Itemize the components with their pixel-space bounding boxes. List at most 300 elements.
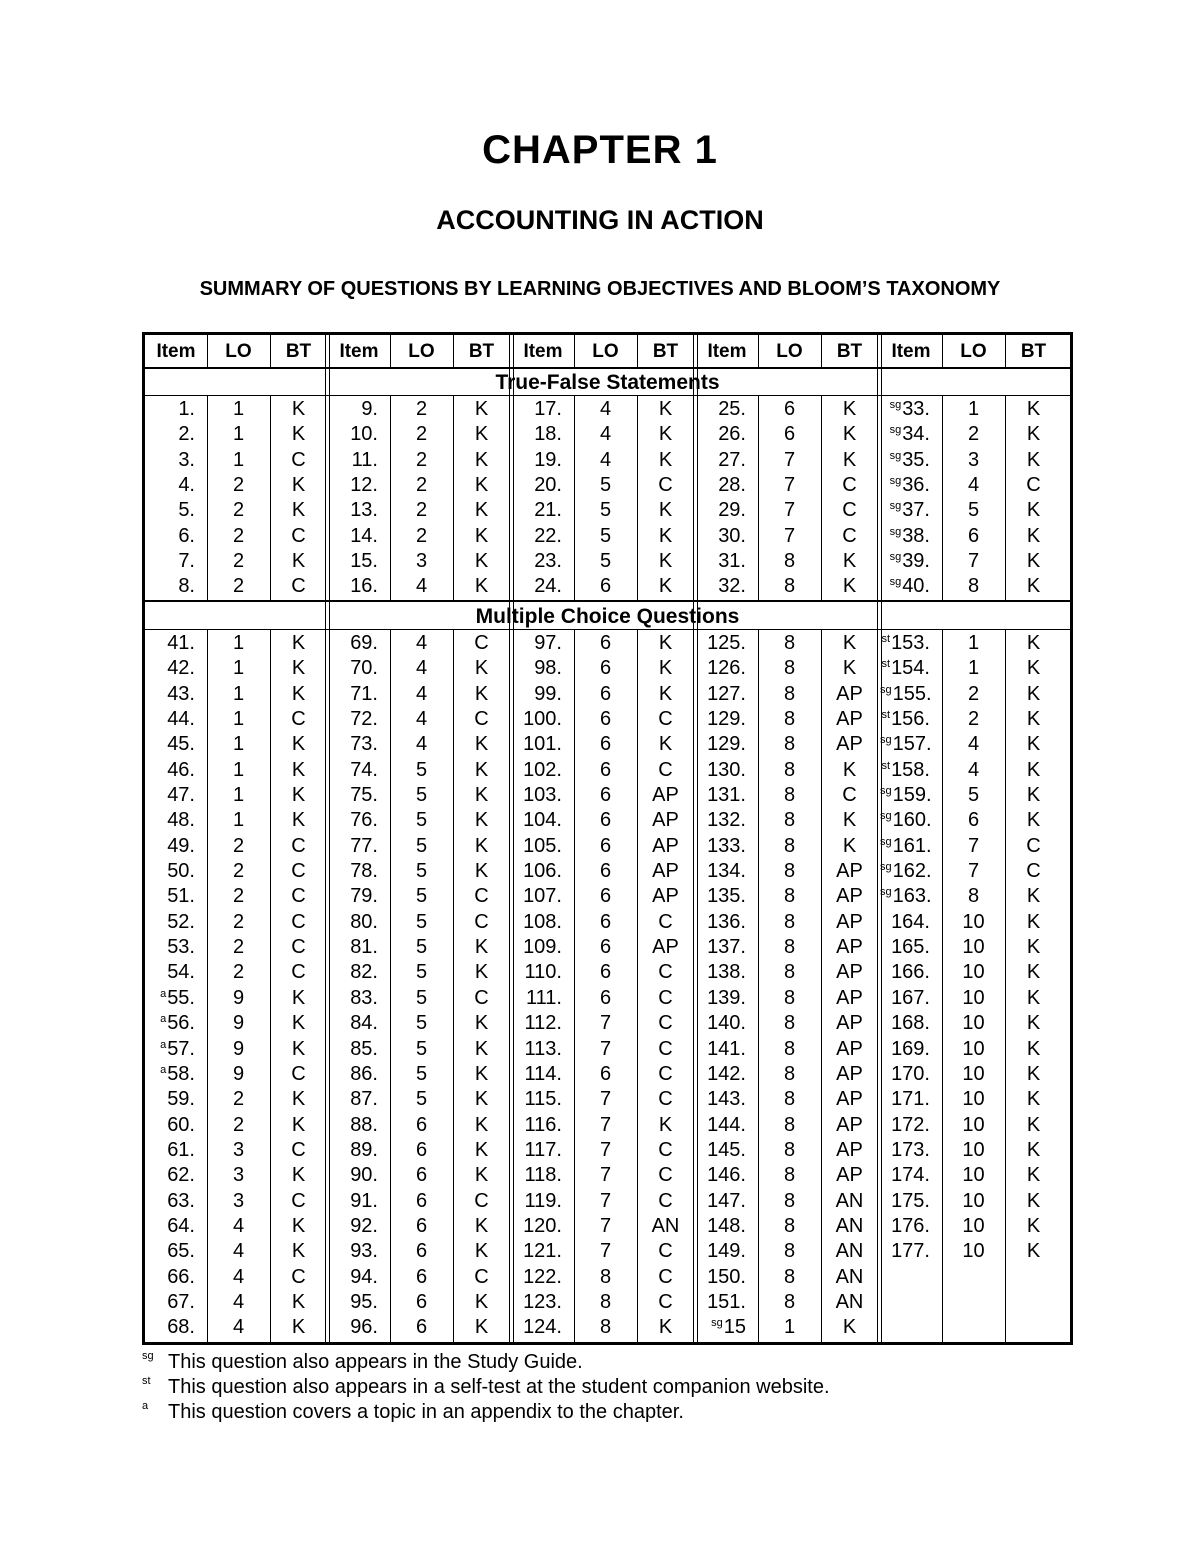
learning-objective: 4: [232, 1240, 245, 1263]
learning-objective: 8: [783, 1062, 796, 1085]
blooms-taxonomy: K: [658, 632, 673, 654]
blooms-taxonomy: K: [658, 423, 673, 446]
blooms-taxonomy: C: [658, 474, 673, 497]
column-rule: [390, 335, 391, 367]
item-number-text: 7.: [178, 550, 195, 573]
column-rule: [390, 396, 391, 600]
item-number: [512, 783, 562, 808]
item-number-text: 149.: [707, 1240, 746, 1263]
blooms-taxonomy: C: [658, 986, 673, 1009]
blooms-taxonomy: C: [658, 1265, 673, 1288]
item-number: [880, 707, 930, 732]
item-number: [512, 422, 562, 447]
learning-objective: 4: [232, 1290, 245, 1313]
multiple-choice-body: [145, 631, 1070, 1341]
chapter-subtitle: ACCOUNTING IN ACTION: [436, 205, 764, 235]
item-number: [145, 1138, 195, 1163]
blooms-taxonomy: K: [474, 936, 489, 959]
item-number-text: 99.: [534, 682, 562, 705]
table-row: [145, 910, 1070, 935]
blooms-taxonomy: C: [658, 1189, 673, 1212]
item-number: [512, 574, 562, 599]
blooms-taxonomy: AP: [652, 885, 679, 908]
item-number-text: 176.: [891, 1214, 930, 1237]
item-number: [512, 986, 562, 1011]
item-number: [145, 935, 195, 960]
column-rule: [942, 630, 943, 1342]
item-number-text: 105.: [523, 834, 562, 857]
learning-objective: 6: [415, 1214, 428, 1237]
item-number-text: 85.: [350, 1037, 378, 1060]
footnote-mark: sg: [880, 810, 892, 823]
learning-objective: 8: [783, 733, 796, 756]
learning-objective: 3: [415, 550, 428, 573]
learning-objective: 4: [415, 632, 428, 654]
learning-objective: 8: [783, 961, 796, 984]
item-number: [328, 758, 378, 783]
item-number: [696, 448, 746, 473]
column-rule: [453, 630, 454, 1342]
footnote-mark: sg: [889, 424, 902, 437]
learning-objective: 1: [232, 423, 245, 446]
item-number: [145, 960, 195, 985]
learning-objective: 2: [232, 524, 245, 547]
item-number: [696, 656, 746, 681]
item-number-text: 162.: [892, 860, 932, 883]
learning-objective: 8: [783, 758, 796, 781]
column-rule: [942, 335, 943, 367]
item-number-text: 77.: [350, 834, 378, 857]
column-rule: [758, 335, 759, 367]
column-header-item: Item: [523, 341, 563, 362]
learning-objective: 8: [599, 1316, 612, 1339]
item-number-text: 134.: [707, 860, 746, 883]
item-number: [328, 935, 378, 960]
blooms-taxonomy: C: [291, 834, 306, 857]
learning-objective: 2: [232, 550, 245, 573]
footnote-mark: sg: [889, 500, 902, 513]
blooms-taxonomy: AP: [836, 708, 863, 731]
item-number: [145, 783, 195, 808]
learning-objective: 4: [415, 708, 428, 731]
learning-objective: 5: [415, 1012, 428, 1035]
item-number-text: 118.: [524, 1164, 562, 1187]
column-rule: [758, 396, 759, 600]
learning-objective: 4: [415, 682, 428, 705]
item-number-text: 76.: [350, 809, 378, 832]
item-number-text: 60.: [167, 1113, 195, 1136]
learning-objective: 3: [232, 1189, 245, 1212]
table-row: [145, 732, 1070, 757]
blooms-taxonomy: K: [658, 448, 673, 471]
footnote-text: This question also appears in a self-test at the student companion website.: [168, 1376, 830, 1398]
item-number: [696, 884, 746, 909]
footnote-mark: sg: [711, 1317, 723, 1330]
item-number: [512, 682, 562, 707]
item-number: [512, 884, 562, 909]
table-row: [145, 758, 1070, 783]
learning-objective: 6: [599, 860, 612, 883]
blooms-taxonomy: K: [1026, 809, 1041, 832]
blooms-taxonomy: K: [291, 1214, 306, 1237]
blooms-taxonomy: K: [474, 834, 489, 857]
blooms-taxonomy: K: [658, 682, 673, 705]
item-number: [880, 986, 930, 1011]
item-number: [880, 935, 930, 960]
item-number-text: 26.: [718, 423, 746, 446]
item-number: [880, 732, 930, 757]
item-number-text: 68.: [167, 1316, 195, 1339]
item-number-text: 151.: [707, 1290, 746, 1313]
item-number: [512, 1189, 562, 1214]
learning-objective: 7: [599, 1214, 612, 1237]
learning-objective: 8: [599, 1290, 612, 1313]
learning-objective: 8: [783, 708, 796, 731]
learning-objective: 4: [599, 398, 612, 420]
item-number-text: 136.: [707, 910, 746, 933]
column-rule: [453, 396, 454, 600]
item-number-text: 49.: [167, 834, 195, 857]
item-number-text: 125.: [707, 632, 746, 654]
item-number: [696, 960, 746, 985]
blooms-taxonomy: K: [1026, 708, 1041, 731]
item-number: [696, 986, 746, 1011]
learning-objective: 6: [599, 986, 612, 1009]
column-rule: [1005, 396, 1006, 600]
item-number: [145, 473, 195, 498]
learning-objective: 8: [783, 682, 796, 705]
item-number: [328, 1214, 378, 1239]
item-number: [328, 808, 378, 833]
learning-objective: 6: [415, 1113, 428, 1136]
item-number-text: 143.: [707, 1088, 746, 1111]
item-number: [696, 1315, 746, 1340]
item-number-text: 165.: [891, 936, 930, 959]
learning-objective: 5: [415, 1088, 428, 1111]
learning-objective: 10: [962, 1113, 985, 1136]
table-row: [145, 1062, 1070, 1087]
learning-objective: 6: [599, 575, 612, 598]
item-number: [328, 473, 378, 498]
learning-objective: 2: [415, 423, 428, 446]
item-number-text: 170.: [891, 1062, 930, 1085]
blooms-taxonomy: K: [1026, 986, 1041, 1009]
learning-objective: 6: [599, 632, 612, 654]
learning-objective: 6: [415, 1189, 428, 1212]
table-row: [145, 935, 1070, 960]
learning-objective: 4: [232, 1214, 245, 1237]
item-number: [512, 935, 562, 960]
footnote-text: This question covers a topic in an appendix to the chapter.: [168, 1401, 684, 1423]
item-number: [328, 1290, 378, 1315]
item-number: [696, 1265, 746, 1290]
blooms-taxonomy: K: [658, 657, 673, 680]
item-number: [696, 1214, 746, 1239]
blooms-taxonomy: K: [474, 961, 489, 984]
item-number: [880, 859, 930, 884]
item-number: [328, 682, 378, 707]
blooms-taxonomy: C: [658, 1062, 673, 1085]
item-number-text: 35.: [902, 448, 930, 471]
column-rule: [574, 630, 575, 1342]
item-number: [880, 910, 930, 935]
learning-objective: 8: [783, 986, 796, 1009]
footnote-mark: sg: [889, 399, 902, 411]
learning-objective: 5: [415, 784, 428, 807]
table-row: [145, 422, 1070, 447]
learning-objective: 6: [599, 910, 612, 933]
item-number: [880, 656, 930, 681]
column-rule: [821, 335, 822, 367]
item-number-text: 75.: [350, 784, 378, 807]
item-number-text: 44.: [167, 708, 195, 731]
learning-objective: 7: [967, 834, 980, 857]
learning-objective: 10: [962, 1062, 985, 1085]
questions-table: [142, 332, 1073, 1345]
item-number: [880, 682, 930, 707]
table-row: [145, 397, 1070, 422]
blooms-taxonomy: C: [291, 885, 306, 908]
learning-objective: 10: [962, 1088, 985, 1111]
blooms-taxonomy: K: [1026, 733, 1041, 756]
item-number-text: 15: [723, 1316, 746, 1339]
footnote-mark: st: [881, 633, 891, 645]
blooms-taxonomy: AN: [651, 1214, 680, 1237]
item-number: [880, 1011, 930, 1036]
blooms-taxonomy: K: [1026, 657, 1041, 680]
learning-objective: 6: [599, 809, 612, 832]
learning-objective: 5: [415, 885, 428, 908]
blooms-taxonomy: K: [474, 474, 489, 497]
item-number-text: 56.: [167, 1012, 195, 1035]
learning-objective: 6: [415, 1240, 428, 1263]
footnote-mark: sg: [889, 576, 902, 589]
blooms-taxonomy: C: [474, 1189, 489, 1212]
learning-objective: 4: [967, 758, 980, 781]
table-row: [145, 1189, 1070, 1214]
item-number-text: 158.: [891, 758, 930, 781]
item-number-text: 160.: [892, 809, 932, 832]
item-number: [880, 960, 930, 985]
item-number: [880, 524, 930, 549]
learning-objective: 6: [599, 784, 612, 807]
item-number-text: 132.: [707, 809, 746, 832]
column-rule: [207, 396, 208, 600]
blooms-taxonomy: K: [1026, 910, 1041, 933]
item-number: [696, 1113, 746, 1138]
item-number: [328, 1138, 378, 1163]
blooms-taxonomy: K: [474, 1037, 489, 1060]
learning-objective: 6: [599, 657, 612, 680]
item-number: [696, 1037, 746, 1062]
item-number-text: 9.: [361, 398, 378, 420]
blooms-taxonomy: C: [658, 1037, 673, 1060]
blooms-taxonomy: K: [291, 682, 306, 705]
blooms-taxonomy: K: [1026, 784, 1041, 807]
blooms-taxonomy: AP: [836, 986, 863, 1009]
learning-objective: 1: [232, 398, 245, 420]
item-number: [880, 1214, 930, 1239]
item-number: [145, 986, 195, 1011]
item-number: [328, 1011, 378, 1036]
item-number: [512, 1290, 562, 1315]
summary-heading: SUMMARY OF QUESTIONS BY LEARNING OBJECTIVES AND BLOOM’S TAXONOMY: [199, 278, 1001, 300]
blooms-taxonomy: AP: [652, 784, 679, 807]
learning-objective: 8: [783, 1189, 796, 1212]
blooms-taxonomy: K: [474, 423, 489, 446]
item-number: [328, 1062, 378, 1087]
item-number-text: 138.: [707, 961, 746, 984]
learning-objective: 4: [599, 448, 612, 471]
item-number: [512, 1163, 562, 1188]
learning-objective: 8: [783, 1240, 796, 1263]
blooms-taxonomy: C: [291, 1189, 306, 1212]
item-number: [145, 1315, 195, 1340]
item-number-text: 84.: [350, 1012, 378, 1035]
learning-objective: 2: [415, 398, 428, 420]
blooms-taxonomy: C: [291, 1138, 306, 1161]
learning-objective: 6: [599, 885, 612, 908]
item-number-text: 17.: [534, 398, 562, 420]
item-number: [145, 1239, 195, 1264]
item-number: [512, 960, 562, 985]
blooms-taxonomy: K: [1026, 632, 1041, 654]
item-number-text: 147.: [707, 1189, 746, 1212]
blooms-taxonomy: AP: [836, 1164, 863, 1187]
learning-objective: 8: [783, 860, 796, 883]
learning-objective: 5: [967, 499, 980, 522]
item-number-text: 22.: [534, 524, 562, 547]
table-row: [145, 656, 1070, 681]
table-row: [145, 1037, 1070, 1062]
item-number-text: 126.: [707, 657, 746, 680]
item-number: [512, 1315, 562, 1340]
item-number-text: 58.: [167, 1062, 195, 1085]
item-number: [880, 808, 930, 833]
item-number: [512, 859, 562, 884]
blooms-taxonomy: AP: [836, 961, 863, 984]
item-number: [696, 1138, 746, 1163]
footnote-mark: sg: [880, 734, 892, 747]
item-number: [512, 1138, 562, 1163]
learning-objective: 6: [599, 936, 612, 959]
item-number-text: 103.: [523, 784, 562, 807]
group-divider: [509, 335, 514, 1342]
column-header-bt: BT: [468, 341, 495, 362]
blooms-taxonomy: AP: [836, 1062, 863, 1085]
item-number: [145, 1290, 195, 1315]
item-number-text: 32.: [718, 575, 746, 598]
learning-objective: 2: [967, 423, 980, 446]
learning-objective: 5: [415, 936, 428, 959]
blooms-taxonomy: AN: [835, 1265, 864, 1288]
item-number: [880, 574, 930, 599]
item-number: [512, 1087, 562, 1112]
item-number: [328, 574, 378, 599]
learning-objective: 7: [599, 1164, 612, 1187]
item-number-text: 31.: [718, 550, 746, 573]
learning-objective: 5: [967, 784, 980, 807]
column-rule: [821, 396, 822, 600]
item-number-text: 38.: [902, 524, 930, 547]
true-false-body: [145, 397, 1070, 600]
item-number-text: 43.: [167, 682, 195, 705]
blooms-taxonomy: AP: [836, 1012, 863, 1035]
learning-objective: 5: [415, 834, 428, 857]
item-number-text: 169.: [891, 1037, 930, 1060]
learning-objective: 8: [967, 575, 980, 598]
item-number: [145, 1214, 195, 1239]
item-number: [145, 707, 195, 732]
learning-objective: 7: [599, 1240, 612, 1263]
item-number-text: 177.: [891, 1240, 930, 1263]
column-rule: [574, 335, 575, 367]
item-number-text: 164.: [891, 910, 930, 933]
blooms-taxonomy: K: [474, 733, 489, 756]
item-number: [328, 1087, 378, 1112]
item-number: [145, 1163, 195, 1188]
footnote-mark: sg: [880, 785, 892, 798]
item-number-text: 129.: [707, 708, 746, 731]
item-number-text: 10.: [350, 423, 378, 446]
section-title-true-false: True-False Statements: [495, 371, 720, 394]
learning-objective: 3: [232, 1164, 245, 1187]
item-number: [328, 524, 378, 549]
item-number-text: 167.: [891, 986, 930, 1009]
blooms-taxonomy: C: [658, 1088, 673, 1111]
item-number-text: 95.: [350, 1290, 378, 1313]
blooms-taxonomy: C: [474, 1265, 489, 1288]
item-number-text: 96.: [350, 1316, 378, 1339]
learning-objective: 4: [599, 423, 612, 446]
learning-objective: 4: [967, 733, 980, 756]
item-number-text: 171.: [891, 1088, 930, 1111]
item-number-text: 63.: [167, 1189, 195, 1212]
item-number: [696, 1087, 746, 1112]
blooms-taxonomy: K: [291, 1164, 306, 1187]
item-number: [696, 1189, 746, 1214]
blooms-taxonomy: K: [842, 423, 857, 446]
learning-objective: 2: [967, 708, 980, 731]
blooms-taxonomy: C: [658, 1138, 673, 1161]
learning-objective: 10: [962, 1240, 985, 1263]
blooms-taxonomy: K: [474, 1316, 489, 1339]
item-number: [328, 1037, 378, 1062]
learning-objective: 6: [599, 961, 612, 984]
blooms-taxonomy: K: [474, 682, 489, 705]
blooms-taxonomy: C: [291, 524, 306, 547]
column-rule: [1005, 630, 1006, 1342]
item-number-text: 47.: [167, 784, 195, 807]
item-number: [512, 498, 562, 523]
item-number-text: 70.: [350, 657, 378, 680]
learning-objective: 7: [967, 550, 980, 573]
learning-objective: 1: [232, 632, 245, 654]
blooms-taxonomy: K: [291, 1240, 306, 1263]
item-number-text: 142.: [707, 1062, 746, 1085]
group-divider: [325, 335, 330, 1342]
item-number-text: 50.: [167, 860, 195, 883]
footnote-mark: sg: [880, 835, 892, 848]
learning-objective: 10: [962, 1164, 985, 1187]
item-number-text: 59.: [167, 1088, 195, 1111]
blooms-taxonomy: K: [474, 1164, 489, 1187]
blooms-taxonomy: K: [1026, 682, 1041, 705]
blooms-taxonomy: C: [658, 961, 673, 984]
item-number: [145, 1062, 195, 1087]
blooms-taxonomy: C: [291, 860, 306, 883]
column-rule: [574, 396, 575, 600]
